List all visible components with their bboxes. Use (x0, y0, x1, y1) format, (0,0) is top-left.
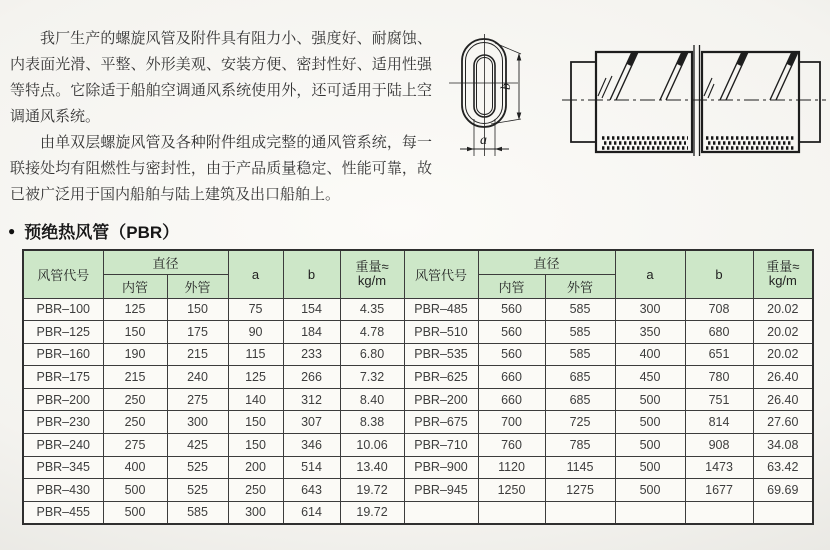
table-cell: 585 (545, 343, 615, 366)
table-cell: 708 (685, 298, 753, 321)
table-cell: PBR–485 (404, 298, 478, 321)
intro-paragraph-2: 由单双层螺旋风管及各种附件组成完整的通风管系统，每一联接处均有阻燃性与密封性，由于产品质量稳定、性能可靠，故已被广泛用于国内船舶与陆上建筑及出口船舶上。 (10, 134, 432, 203)
table-cell: 614 (283, 501, 340, 524)
table-cell: PBR–230 (23, 411, 103, 434)
table-row (23, 298, 813, 321)
table-cell: PBR–345 (23, 456, 103, 479)
table-cell: 585 (545, 298, 615, 321)
table-cell: 780 (685, 366, 753, 389)
table-row (23, 501, 813, 524)
table-cell: 150 (228, 411, 283, 434)
table-cell: 200 (228, 456, 283, 479)
table-cell: 1473 (685, 456, 753, 479)
intro-text (10, 26, 432, 208)
table-cell: 125 (103, 298, 167, 321)
bullet-icon: ● (8, 223, 16, 238)
table-cell: 450 (615, 366, 685, 389)
table-cell: 760 (478, 434, 545, 457)
table-cell: 115 (228, 343, 283, 366)
table-cell: PBR–175 (23, 366, 103, 389)
table-cell: 8.38 (340, 411, 404, 434)
table-cell: 275 (167, 388, 228, 411)
table-cell: 1275 (545, 479, 615, 502)
table-cell: 125 (228, 366, 283, 389)
table-cell: 1120 (478, 456, 545, 479)
table-row (23, 321, 813, 344)
header-b-left: b (283, 250, 340, 298)
table-cell: 150 (167, 298, 228, 321)
header-outer-right: 外管 (545, 274, 615, 298)
header-inner-left: 内管 (103, 274, 167, 298)
table-row (23, 434, 813, 457)
table-row (23, 388, 813, 411)
table-cell: 725 (545, 411, 615, 434)
header-b-right: b (685, 250, 753, 298)
table-cell: 425 (167, 434, 228, 457)
table-cell: 908 (685, 434, 753, 457)
header-diameter-right: 直径 (478, 250, 615, 274)
header-code-right: 风管代号 (404, 250, 478, 298)
table-cell: 250 (103, 388, 167, 411)
table-cell: PBR–900 (404, 456, 478, 479)
pbr-table (22, 249, 814, 525)
table-row (23, 479, 813, 502)
table-cell (545, 501, 615, 524)
table-cell: 560 (478, 298, 545, 321)
table-cell: 1677 (685, 479, 753, 502)
table-cell: 560 (478, 343, 545, 366)
page-section-title: 预绝热风管（PBR） (24, 223, 180, 242)
table-cell: 26.40 (753, 366, 813, 389)
table-cell: 69.69 (753, 479, 813, 502)
table-cell: 34.08 (753, 434, 813, 457)
table-cell: PBR–510 (404, 321, 478, 344)
insulation-stipple (602, 138, 795, 148)
table-cell: 250 (103, 411, 167, 434)
table-cell: 10.06 (340, 434, 404, 457)
table-cell: 275 (103, 434, 167, 457)
table-cell: PBR–200 (404, 388, 478, 411)
table-cell: PBR–945 (404, 479, 478, 502)
header-a-left: a (228, 250, 283, 298)
intro-paragraph-1: 我厂生产的螺旋风管及附件具有阻力小、强度好、耐腐蚀、内表面光滑、平整、外形美观、安装方便、密封性好、适用性强等特点。它除适于船舶空调通风系统使用外，还可适用于陆上空调通风系统。 (10, 30, 432, 125)
table-row (23, 411, 813, 434)
table-cell: 215 (103, 366, 167, 389)
table-cell: PBR–240 (23, 434, 103, 457)
table-cell: 63.42 (753, 456, 813, 479)
table-cell: 500 (615, 411, 685, 434)
table-cell: 26.40 (753, 388, 813, 411)
table-cell: 660 (478, 388, 545, 411)
dimension-a-label: a (480, 133, 487, 148)
table-cell: 150 (228, 434, 283, 457)
header-weight-right: 重量≈ kg/m (753, 250, 813, 298)
table-cell: 307 (283, 411, 340, 434)
table-cell: 184 (283, 321, 340, 344)
table-cell: 7.32 (340, 366, 404, 389)
table-cell: 312 (283, 388, 340, 411)
table-cell: 651 (685, 343, 753, 366)
table-cell: 266 (283, 366, 340, 389)
table-cell (615, 501, 685, 524)
table-cell: PBR–160 (23, 343, 103, 366)
table-cell: 680 (685, 321, 753, 344)
table-cell: 346 (283, 434, 340, 457)
table-cell: 154 (283, 298, 340, 321)
table-cell: 685 (545, 388, 615, 411)
table-cell: 140 (228, 388, 283, 411)
table-cell: 585 (167, 501, 228, 524)
table-cell: PBR–710 (404, 434, 478, 457)
table-cell (478, 501, 545, 524)
table-cell: PBR–455 (23, 501, 103, 524)
table-cell: 660 (478, 366, 545, 389)
table-row (23, 456, 813, 479)
section-title-row (8, 218, 179, 243)
table-cell: 751 (685, 388, 753, 411)
table-cell: 175 (167, 321, 228, 344)
table-cell: 500 (615, 456, 685, 479)
table-cell: 13.40 (340, 456, 404, 479)
table-cell: 814 (685, 411, 753, 434)
table-cell (404, 501, 478, 524)
header-diameter-left: 直径 (103, 250, 228, 274)
table-cell: 90 (228, 321, 283, 344)
table-cell: 643 (283, 479, 340, 502)
table-cell: 350 (615, 321, 685, 344)
table-cell: 240 (167, 366, 228, 389)
table-cell: 4.35 (340, 298, 404, 321)
table-row (23, 366, 813, 389)
cross-section-diagram (448, 34, 550, 176)
header-weight-left: 重量≈ kg/m (340, 250, 404, 298)
table-row (23, 343, 813, 366)
table-cell: 500 (103, 501, 167, 524)
header-outer-left: 外管 (167, 274, 228, 298)
table-cell: PBR–625 (404, 366, 478, 389)
table-cell: PBR–125 (23, 321, 103, 344)
table-cell: 500 (615, 388, 685, 411)
table-cell: 525 (167, 479, 228, 502)
table-cell: 500 (615, 434, 685, 457)
header-inner-right: 内管 (478, 274, 545, 298)
table-cell: 525 (167, 456, 228, 479)
table-cell: 6.80 (340, 343, 404, 366)
table-cell: 250 (228, 479, 283, 502)
table-cell: PBR–430 (23, 479, 103, 502)
table-cell: 20.02 (753, 298, 813, 321)
table-cell: 500 (615, 479, 685, 502)
table-cell: 27.60 (753, 411, 813, 434)
dimension-b-label: b (499, 83, 514, 90)
table-cell: 1145 (545, 456, 615, 479)
table-cell: 300 (167, 411, 228, 434)
table-cell: 300 (615, 298, 685, 321)
table-cell: 785 (545, 434, 615, 457)
table-cell: 19.72 (340, 479, 404, 502)
table-cell: 20.02 (753, 343, 813, 366)
table-cell: 500 (103, 479, 167, 502)
table-cell: 585 (545, 321, 615, 344)
table-cell (753, 501, 813, 524)
table-cell: PBR–200 (23, 388, 103, 411)
table-cell: 685 (545, 366, 615, 389)
table-cell: 300 (228, 501, 283, 524)
table-cell (685, 501, 753, 524)
table-cell: 190 (103, 343, 167, 366)
header-code-left: 风管代号 (23, 250, 103, 298)
duct-side-view-diagram (562, 40, 826, 160)
table-cell: 560 (478, 321, 545, 344)
table-cell: 4.78 (340, 321, 404, 344)
table-cell: 514 (283, 456, 340, 479)
table-cell: 150 (103, 321, 167, 344)
table-cell: 20.02 (753, 321, 813, 344)
table-cell: 75 (228, 298, 283, 321)
table-cell: 233 (283, 343, 340, 366)
table-cell: PBR–100 (23, 298, 103, 321)
table-cell: 1250 (478, 479, 545, 502)
right-coupler (799, 62, 820, 142)
table-cell: PBR–535 (404, 343, 478, 366)
table-cell: PBR–675 (404, 411, 478, 434)
table-cell: 8.40 (340, 388, 404, 411)
table-cell: 215 (167, 343, 228, 366)
table-cell: 400 (103, 456, 167, 479)
table-cell: 700 (478, 411, 545, 434)
left-coupler (571, 62, 596, 142)
table-cell: 400 (615, 343, 685, 366)
header-a-right: a (615, 250, 685, 298)
table-cell: 19.72 (340, 501, 404, 524)
